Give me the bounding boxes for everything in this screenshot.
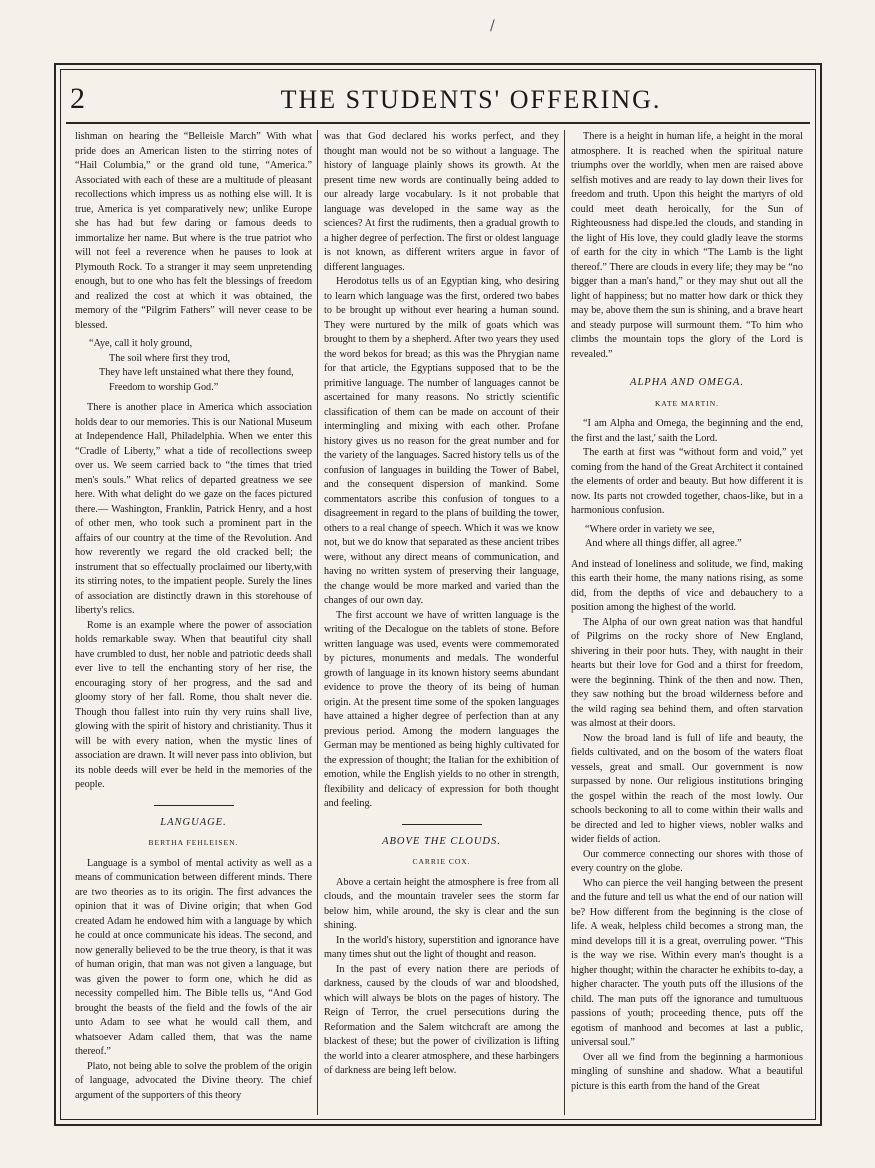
paragraph: The Alpha of our own great nation was that handful of Pilgrims on the rocky shore of New England, shivering in their poor huts. They, with naught in their hearts but their love for God and a thirst for freedom, were the beginning. Think of the then and now. Then, they saw nothing but the broad wilderness before and the wild raging sea behind them, and often starvation was almost at their doors. (571, 616, 803, 729)
column-2 (324, 130, 559, 1115)
paragraph: The earth at first was “without form and void,” yet coming from the hand of the Great Architect it contained the elements of order and beauty. But how different it is now. Its parts not crowded together, chaos-like, but in a harmonious confusion. (571, 447, 803, 516)
column-1 (75, 130, 312, 1115)
paragraph: Plato, not being able to solve the problem of the origin of language, advocated the Divine theory. The chief argument of the supporters of this theory (75, 1060, 312, 1101)
verse-line: “Aye, call it holy ground, (89, 338, 193, 349)
stray-mark: / (490, 18, 495, 34)
article-title: ALPHA AND OMEGA. (630, 377, 744, 388)
poem-quote (585, 523, 803, 552)
paragraph: lishman on hearing the “Belleisle March” With what pride does an American listen to the stirring notes of “Hail Columbia,” or the grand old tune, “America.” Associated with each of these are a multitude of pleasant recollections which impress us as nothing else will. It is true, America is yet comparatively new; unlike Europe she has had but few daring or famous deeds to immortalize her name. But where is the true patriot who will not feel a reverence when he pauses to look at Plymouth Rock. To a stranger it may seem unpretending enough, but to one who has felt the blessings of freedom and realized the cost at which it was obtained, the memory of the “Pilgrim Fathers” will never cease to be blessed. (75, 131, 312, 331)
paragraph: There is a height in human life, a height in the moral atmosphere. It is reached when the spiritual nature triumphs over the worldly, when men are raised above selfish motives and are ready to lay down their lives for freedom and truth. Upon this height the martyrs of old could meet death heroically, for the Sun of Righteousness had dispe.led the clouds, and standing in the light of His love, they could gladly leave the storms of earth for the city in which “The Lamb is the light thereof.” There are clouds in every life; they may be “no bigger than a man's hand,” or they may shut out all the light of happiness; but no matter how dark or thick they may be, above them the sun is shining, and a brave heart and steady purpose will surmount them. “To him who climbs the mountain tops the glory of the Lord is revealed.” (571, 131, 803, 360)
paragraph: Above a certain height the atmosphere is free from all clouds, and the mountain traveler sees the storm far below him, while around, the sky is clear and the sun shining. (324, 876, 559, 931)
article-byline: KATE MARTIN. (654, 398, 720, 408)
paragraph: Herodotus tells us of an Egyptian king, who desiring to learn which language was the first, ordered two babes to be brought up without ever hearing a human sound. They were nurtured by the milk of goats which was brought to them by a shepherd. After two years they used the word bekos for bread; as this was the Phrygian name for that article, the Egyptians supposed that to be the primitive language. The number of languages cannot be ascertained for many reasons. No strictly scientific classification of them can be made on account of their intermingling and mixing with each other. Profane history gives us no reason for the great number and for the variety of the languages. Sacred history tells us of the confusion of languages in building the Tower of Babel, and the consequent dispersion of mankind. Some commentators ascribe this confusion of tongues to a disagreement in regard to the plans of building the tower, others to a real change of speech. Which it was we know not, but we do know that separated as these ancient tribes were, without any direct means of communication, and having no written system of preserving their language, the change would be more marked and varied than the changes of our own day. (324, 276, 559, 606)
verse-line: And where all things differ, all agree.” (585, 538, 742, 549)
paragraph: was that God declared his works perfect, and they thought man would not be so without a language. The history of language plainly shows its growth. At the present time new words are continually being added to our already large vocabulary. Is it not probable that language was developed in the same way as the sciences? At first the rudiments, then a gradual growth to a higher degree of perfection. The first or oldest language is not known, as different writers argue in favor of different languages. (324, 131, 559, 273)
article-byline: BERTHA FEHLEISEN. (148, 838, 239, 847)
paragraph: There is another place in America which association holds dear to our memories. This is our National Museum at Independence Hall, Philadelphia. When we enter this “Cradle of Liberty,” what a tide of recollections sweep over us. We seem carried back to “the times that tried men's souls.” What relics of departed greatness we see here. With what delight do we gaze on the faces pictured there.— Washington, Franklin, Patrick Henry, and a host of other men, who took such a prominent part in the affairs of our country at the time of the Revolution. And how reverently we regard the old cracked bell; the instrument that so effectually proclaimed our liberty,with its stirring notes, to the impatient people. Surely the lines of association are distinctly drawn in this storehouse of liberty's relics. (75, 402, 312, 616)
paragraph: Over all we find from the beginning a harmonious mingling of sunshine and shadow. What a beautiful picture is this earth from the hand of the Great (571, 1051, 803, 1092)
verse-line: The soil where first they trod, (109, 352, 231, 364)
verse-line: Freedom to worship God.” (109, 381, 219, 393)
paragraph: Rome is an example where the power of association holds remarkable sway. When that beautiful city shall have crumbled to dust, her noble and patriotic deeds shall ever live to tell the enchanting story of her rise, the encouraging story of her progress, and the sad and gloomy story of her fall. Rome, thou shalt never die. Though thou fallest into ruin thy very ruins shall live, glowing with the spirit of history and christianity. Thus it will be with every nation, when the mystic lines of association are drawn. It will never pass into oblivion, but its noble deeds will ever be held in the memories of the people. (75, 619, 312, 790)
article-title: ABOVE THE CLOUDS. (382, 835, 501, 847)
column-divider (317, 130, 318, 1115)
paragraph: Who can pierce the veil hanging between the present and the future and tell us what the end of our nation will be? How different from the beginning is the close of life. A weak, helpless child becomes a strong man, the mind develops till it is a great, overruling power. “This is the way we rise. Within every man's thought is a higher thought; within the character he exhibits to-day, a higher character. The youth puts off the illusions of the child. The man puts off the ignorance and tumultuous passions of youth; proceeding thence, puts off the egotism of manhood and becomes at last a public, universal soul.” (571, 877, 803, 1048)
article-byline: CARRIE COX. (412, 857, 471, 866)
paragraph: Now the broad land is full of life and beauty, the fields cultivated, and on the bosom of the waters float vessels, great and small. Our government is now surpassed by none. Our religious institutions bringing the gospel within the reach of the most lowly. Our schools beckoning to all to come within their walls and be directed and led to higher views, nobler walks and wider fields of action. (571, 732, 803, 845)
masthead-title: THE STUDENTS' OFFERING. (280, 85, 662, 114)
section-divider (154, 805, 234, 806)
paragraph: The first account we have of written language is the writing of the Decalogue on the tablets of stone. Before written language was used, events were commemorated by pictures, monuments and medals. The wonderful growth of language in its known history seems abundant evidence to prove the theory of its being of human origin. At the present time some of the spoken languages have attained a higher degree of perfection than at any previous period. Among the modern languages the German may be mentioned as being highly cultivated for the expression of thought; the Italian for the exhibition of emotion, while the English yields to no other in strength, flexibility and delicacy of expression for both thought and feeling. (324, 609, 559, 809)
poem-quote (89, 337, 312, 395)
verse-line: They have left unstained what there they found, (99, 367, 294, 378)
section-divider (402, 824, 482, 825)
paragraph: In the past of every nation there are periods of darkness, caused by the clouds of war and bloodshed, which will always be blots on the pages of history. The Reign of Terror, the cruel persecutions during the Reformation and the Salem witchcraft are among the blackest of these; but the power of civilization is lifting the world into a clearer atmosphere, and these harbingers of darkness are being left below. (324, 963, 559, 1076)
column-3 (571, 130, 803, 1115)
paragraph: And instead of loneliness and solitude, we find, making this earth their home, the many nations rising, as some did, from the depths of vice and debauchery to a position among the highest of the world. (571, 558, 803, 613)
page-header (66, 76, 810, 124)
paragraph: “I am Alpha and Omega, the beginning and the end, the first and the last,' saith the Lord. (571, 418, 803, 444)
article-title: LANGUAGE. (160, 816, 227, 828)
paragraph: In the world's history, superstition and ignorance have many times shut out the light of thought and reason. (324, 934, 559, 960)
paragraph: Language is a symbol of mental activity as well as a means of communication between different minds. There are two theories as to its origin. The first advances the opinion that it was of Divine origin; that when God created Adam he endowed him with a language by which he could at once communicate his ideas. The second, and now generally believed to be the true theory, is that it was of human origin, that man was not given a language, but was given the power to form one, which he did as necessity compelled him. The Bible tells us, “And God brought the beasts of the field and the fowls of the air unto Adam to see what he would call them, and whatsoever Adam called them, that was the name thereof.” (75, 857, 312, 1057)
paragraph: Our commerce connecting our shores with those of every country on the globe. (571, 848, 803, 874)
page-number: 2 (70, 82, 85, 115)
column-divider (564, 130, 565, 1115)
verse-line: “Where order in variety we see, (585, 523, 715, 535)
